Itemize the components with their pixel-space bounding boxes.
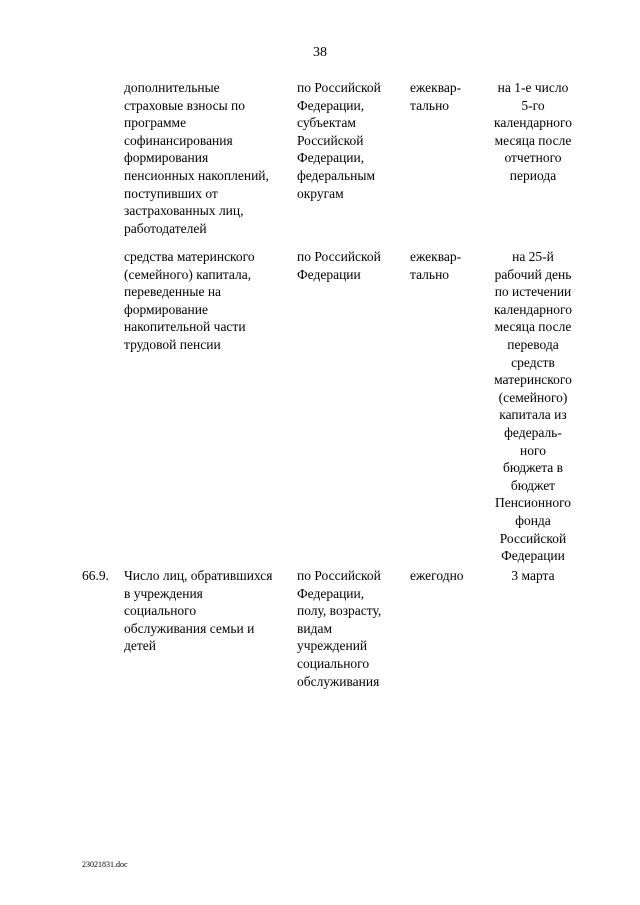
text-line: полу, возрасту, — [297, 603, 382, 619]
breakdown — [297, 79, 407, 202]
text-line: Пенсионного — [494, 495, 572, 511]
text-line: тально — [410, 97, 450, 113]
text-line: субъектам — [297, 115, 356, 131]
text-line: по Российской — [297, 249, 381, 264]
text-line: по истечении — [494, 284, 572, 300]
deadline — [484, 248, 582, 565]
periodicity — [410, 79, 482, 114]
indicator-name — [124, 79, 296, 237]
text-line: средства материнского — [124, 249, 255, 264]
indicator-name — [124, 567, 296, 655]
row-number: 66.9. — [82, 568, 109, 583]
text-line: Число лиц, обратившихся — [124, 568, 273, 583]
text-line: Российской — [297, 132, 364, 148]
text-line: материнского — [494, 372, 572, 388]
text-line: ежеквар- — [410, 80, 462, 95]
breakdown — [297, 248, 407, 283]
text-line: обслуживания — [297, 673, 380, 689]
text-line: по Российской — [297, 80, 381, 95]
text-line: Федерации, — [297, 97, 365, 113]
text-line: переведенные на — [124, 284, 222, 300]
text-line: на 25-й — [512, 249, 554, 264]
text-line: Федерации — [297, 266, 361, 282]
text-line: программе — [124, 115, 187, 131]
text-line: дополнительные — [124, 80, 220, 95]
periodicity — [410, 248, 482, 283]
periodicity — [410, 567, 482, 585]
text-line: детей — [124, 638, 156, 654]
text-line: софинансирования — [124, 132, 233, 148]
text-line: бюджета в — [502, 460, 564, 476]
text-line: формирования — [124, 150, 209, 166]
text-line: по Российской — [297, 568, 381, 583]
text-line: месяца после — [494, 132, 572, 148]
text-line: обслуживания семьи и — [124, 620, 255, 636]
text-line: учреждений — [297, 638, 368, 654]
deadline — [484, 567, 582, 585]
text-line: рабочий день — [494, 266, 572, 282]
text-line: 3 марта — [511, 568, 555, 583]
text-line: капитала из — [499, 407, 567, 423]
text-line: ного — [520, 442, 546, 458]
text-line: Федерации, — [297, 150, 365, 166]
text-line: календарного — [494, 301, 572, 317]
text-line: перевода — [507, 336, 559, 352]
breakdown — [297, 567, 407, 690]
text-line: формирование — [124, 301, 208, 317]
text-line: застрахованных лиц, — [124, 203, 244, 219]
text-line: накопительной части — [124, 319, 246, 335]
text-line: видам — [297, 620, 333, 636]
text-line: фонда — [515, 512, 551, 528]
text-line: ежеквар- — [410, 249, 462, 264]
text-line: периода — [509, 167, 557, 183]
text-line: (семейного) капитала, — [124, 266, 252, 282]
text-line: социального — [297, 655, 370, 671]
text-line: федераль- — [504, 424, 562, 440]
text-line: в учреждения — [124, 585, 203, 601]
page-number: 38 — [313, 45, 327, 60]
text-line: страховые взносы по — [124, 97, 246, 113]
text-line: поступивших от — [124, 185, 218, 201]
text-line: округам — [297, 185, 344, 201]
text-line: на 1-е число — [497, 80, 569, 95]
text-line: 5-го — [521, 97, 545, 113]
file-name-footer: 23021831.doc — [82, 860, 128, 869]
text-line: отчетного — [504, 150, 562, 166]
text-line: бюджет — [510, 477, 556, 493]
text-line: пенсионных накоплений, — [124, 167, 269, 183]
text-line: Российской — [499, 530, 567, 546]
deadline — [484, 79, 582, 185]
text-line: Федерации — [501, 548, 565, 564]
text-line: месяца после — [494, 319, 572, 335]
text-line: Федерации, — [297, 585, 365, 601]
text-line: тально — [410, 266, 450, 282]
text-line: календарного — [494, 115, 572, 131]
text-line: федеральным — [297, 167, 376, 183]
text-line: социального — [124, 603, 197, 619]
text-line: работодателей — [124, 220, 207, 236]
text-line: ежегодно — [410, 568, 464, 583]
indicator-name — [124, 248, 296, 354]
text-line: средств — [511, 354, 555, 370]
text-line: трудовой пенсии — [124, 336, 221, 352]
text-line: (семейного) — [498, 389, 568, 405]
